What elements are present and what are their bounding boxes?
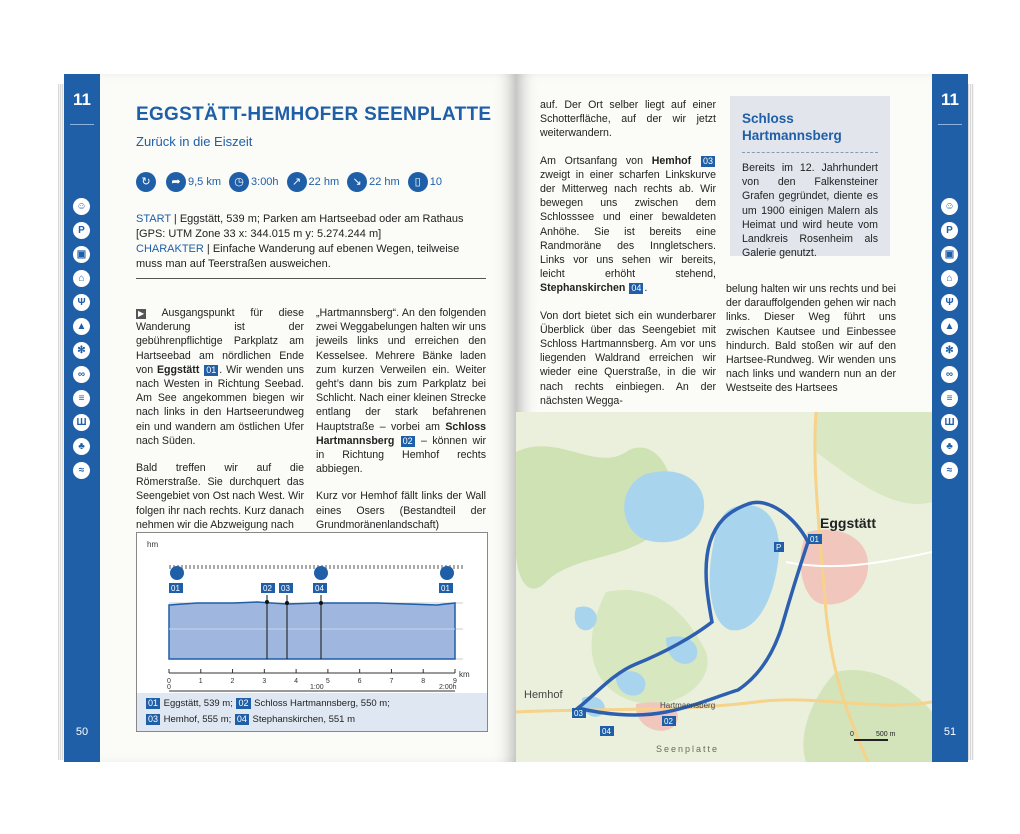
x-unit: km	[459, 670, 470, 679]
swim-icon: ≈	[941, 462, 958, 479]
map-label-seenplatte: Seenplatte	[656, 744, 720, 754]
route-map	[516, 412, 932, 762]
summit-icon: ▲	[73, 318, 90, 335]
svg-text:03: 03	[574, 709, 583, 718]
x-tick-label: 8	[421, 678, 426, 685]
left-page	[64, 74, 516, 762]
route-map-svg	[516, 412, 932, 762]
x-tick-label: 7	[389, 678, 394, 685]
bench-icon: ≡	[73, 390, 90, 407]
svg-text:P: P	[776, 543, 782, 552]
time-tick-label: 1:00	[310, 684, 324, 691]
svg-text:01: 01	[441, 584, 450, 593]
page-number: 50	[75, 726, 89, 738]
clock-icon: ◷	[229, 172, 249, 192]
svg-text:04: 04	[602, 727, 611, 736]
x-tick-label: 5	[325, 678, 330, 685]
museum-icon: Ш	[73, 414, 90, 431]
text-column-1: ▶ Ausgangspunkt für diese Wanderung ist der gebührenpflichtige Parkplatz am Hartseebad am nördlichen Ende von Eggstätt 01 . Wir wenden uns nach Westen in Richtung Seebad. Am See angekommen biegen wir nach links in den Hartseerundweg ein und wandern am östlichen Ufer nach Süden. Bald treffen wir auf die Römerstraße. Sie durchquert das Seengebiet von Ost nach West. Wir folgen ihr nach rechts. Kurz danach nehmen wir die Abzweigung nach	[136, 307, 304, 531]
duration-stat: ◷ 3:00h	[229, 172, 279, 192]
phone-icon: ▯	[408, 172, 428, 192]
tree-icon: ♣	[73, 438, 90, 455]
time-tick-label: 2:00h	[439, 684, 457, 691]
hut-icon: ⌂	[73, 270, 90, 287]
start-text: | Eggstätt, 539 m; Parken am Hartseebad oder am Rathaus [GPS: UTM Zone 33 x: 344.015 m y: 5.274.244 m]	[136, 213, 464, 240]
time-ticks	[167, 684, 457, 691]
guidebook-spread	[64, 66, 968, 778]
right-page	[516, 74, 968, 762]
lake-pelhamer	[624, 471, 704, 542]
chapter-number: 11	[73, 90, 91, 109]
swim-icon: ≈	[73, 462, 90, 479]
bike-icon: ∞	[73, 366, 90, 383]
start-label: START	[136, 213, 171, 225]
chapter-strip-right	[932, 74, 968, 762]
svg-text:04: 04	[315, 584, 324, 593]
signpost-icon: ➦	[166, 172, 186, 192]
x-tick-label: 9	[453, 678, 457, 685]
x-ticks	[167, 669, 457, 685]
svg-text:01: 01	[810, 535, 819, 544]
parking-icon: P	[73, 222, 90, 239]
svg-text:03: 03	[281, 584, 290, 593]
elevation-profile-chart	[137, 533, 487, 695]
winter-icon: ✻	[941, 342, 958, 359]
play-icon: ▶	[138, 309, 145, 318]
descent-stat: ↘ 22 hm	[347, 172, 400, 192]
tree-icon: ♣	[941, 438, 958, 455]
page-title: EGGSTÄTT-HEMHOFER SEENPLATTE	[136, 104, 492, 125]
svg-text:500 m: 500 m	[876, 731, 896, 738]
loop-icon: ↻	[136, 172, 156, 192]
distance-stat: ➦ 9,5 km	[166, 172, 221, 192]
museum-icon: Ш	[941, 414, 958, 431]
bench-icon: ≡	[941, 390, 958, 407]
text-column-3: auf. Der Ort selber liegt auf einer Schotterfläche, auf der wir jetzt weiterwandern. Am Ortsanfang von Hemhof 03 zweigt in einer scharfen Linkskurve der Mitterweg nach rechts ab. Wir bewegen uns zwischen dem Schlosssee und einer bewaldeten Anhöhe. Sie ist bereits eine Randmoräne des Inngletschers. Links vor uns sehen wir bereits, leicht erhöht stehend, Stephanskirchen 04 . Von dort bietet sich ein wunderbarer Überblick über das Seengebiet mit Schloss Hartmannsberg. Am vor uns liegenden Waldrand erreichen wir wieder eine Querstraße, in die wir nach rechts einbiegen. An der nächsten Wegga-	[540, 99, 716, 407]
restaurant-icon: Ψ	[73, 294, 90, 311]
y-unit: hm	[147, 540, 159, 549]
text-column-2: „Hartmannsberg“. An den folgenden zwei Weggabelungen halten wir uns jeweils links und erreichen den Kesselsee. Mehrere Bänke laden zum kurzen Verweilen ein. Weiter geht’s dann bis zum Parkplatz bei Schlicht. Nach einer kleinen Strecke entlang der stark befahrenen Hauptstraße – vorbei am Schloss Hartmannsberg 02 – können wir in Richtung Hemhof rechts abbiegen. Kurz vor Hemhof fällt links der Wall eines Osers (Bestandteil der Grundmoränenlandschaft)	[316, 307, 486, 531]
profile-legend: 01 Eggstätt, 539 m; 02 Schloss Hartmannsberg, 550 m; 03 Hemhof, 555 m; 04 Stephanskirchen, 551 m	[137, 693, 487, 731]
ascent-stat: ↗ 22 hm	[287, 172, 340, 192]
x-tick-label: 3	[262, 678, 267, 685]
winter-icon: ✻	[73, 342, 90, 359]
restaurant-icon: Ψ	[941, 294, 958, 311]
map-label-eggstaett: Eggstätt	[820, 515, 876, 531]
bear-icon: ☺	[941, 198, 958, 215]
time-tick-label: 0	[167, 684, 171, 691]
info-box-title: Schloss Hartmannsberg	[742, 111, 842, 143]
text-column-4: belung halten wir uns rechts und bei der darauffolgenden gehen wir nach links. Dieser Weg führt uns zwischen Kautsee und Einbessee hindurch. Bald stoßen wir auf den Hartsee-Rundweg. Wir wenden uns nach links und wandern nun an der Westseite des Hartsees	[726, 283, 896, 395]
waypoint-end	[439, 566, 454, 593]
ascent-icon: ↗	[287, 172, 307, 192]
svg-text:01: 01	[171, 584, 180, 593]
descent-icon: ↘	[347, 172, 367, 192]
x-tick-label: 6	[357, 678, 362, 685]
x-tick-label: 2	[230, 678, 235, 685]
svg-text:02: 02	[263, 584, 272, 593]
page-number-right: 51	[943, 726, 957, 738]
x-tick-label: 4	[294, 678, 299, 685]
character-label: CHARAKTER	[136, 243, 204, 255]
elevation-area	[169, 602, 455, 659]
bear-icon: ☺	[73, 198, 90, 215]
character-text: | Einfache Wanderung auf ebenen Wegen, teilweise muss man auf Teerstraßen ausweichen.	[136, 243, 460, 270]
parking-icon: P	[941, 222, 958, 239]
hut-icon: ⌂	[941, 270, 958, 287]
bike-icon: ∞	[941, 366, 958, 383]
bus-icon: ▣	[73, 246, 90, 263]
svg-text:0: 0	[850, 731, 854, 738]
info-box-text: Bereits im 12. Jahrhundert von den Falkensteiner Grafen gegründet, diente es um 1900 einigen Malern als Heimat und wird heute vom Landkreis Rosenheim als Galerie genutzt.	[742, 162, 878, 260]
map-label-hemhof: Hemhof	[524, 689, 563, 701]
page-subtitle: Zurück in die Eiszeit	[136, 134, 253, 149]
loop-stat	[136, 172, 158, 192]
feature-icons	[73, 198, 91, 486]
x-tick-label: 0	[167, 678, 171, 685]
svg-text:02: 02	[664, 717, 673, 726]
x-tick-label: 1	[198, 678, 203, 685]
info-box-hartmannsberg	[730, 96, 890, 260]
chapter-strip-left	[64, 74, 100, 762]
tour-stats	[136, 172, 450, 192]
summit-icon: ▲	[941, 318, 958, 335]
waypoint-01	[169, 566, 184, 593]
chapter-number-right: 11	[941, 90, 959, 109]
map-label-hartmannsberg: Hartmannsberg	[660, 701, 716, 710]
bus-icon: ▣	[941, 246, 958, 263]
feature-icons-right	[941, 198, 959, 486]
elevation-profile	[136, 532, 488, 732]
difficulty-stat: ▯ 10	[408, 172, 442, 192]
tour-info	[136, 212, 486, 272]
